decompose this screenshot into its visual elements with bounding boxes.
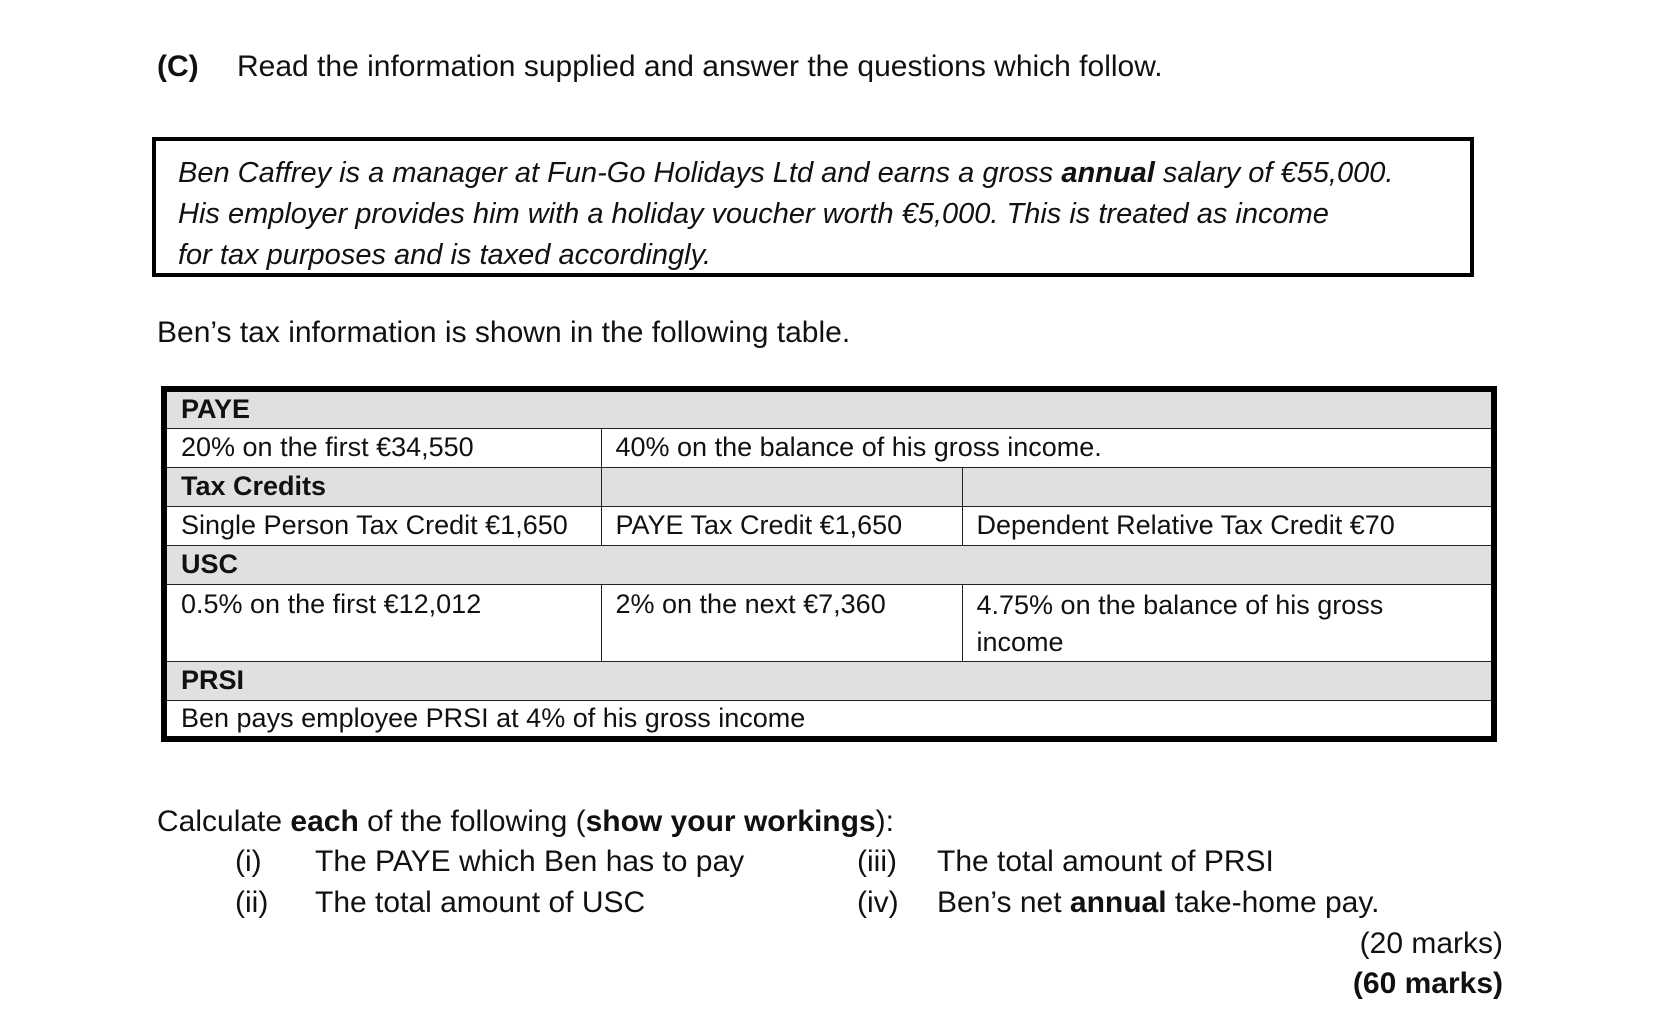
part-marks: (20 marks) [1359, 927, 1503, 960]
scenario-emphasis-annual: annual [1061, 157, 1155, 189]
item-text-iv-emphasis: annual [1069, 886, 1167, 919]
question-item-iv [857, 886, 1379, 920]
instructions-end: ): [875, 805, 894, 838]
table-row-paye-rates [164, 428, 1494, 467]
table-row-usc-rates [164, 584, 1494, 661]
question-label: (C) [157, 50, 199, 83]
instructions-emphasis-each: each [290, 805, 359, 838]
scenario-line-1 [178, 153, 1448, 194]
table-row-paye-header [164, 389, 1494, 428]
item-number-iii: (iii) [857, 845, 897, 878]
paye-header: PAYE [164, 389, 1494, 428]
prsi-header: PRSI [164, 661, 1494, 700]
paye-rate-higher: 40% on the balance of his gross income. [601, 428, 1494, 467]
instructions-middle: of the following ( [358, 805, 586, 838]
question-item-ii [235, 886, 645, 920]
tax-credits-header-blank-1 [601, 467, 962, 506]
tax-credits-header: Tax Credits [164, 467, 601, 506]
item-number-ii: (ii) [235, 886, 269, 919]
scenario-line-2: His employer provides him with a holiday voucher worth €5,000. This is treated as income [178, 198, 1329, 230]
total-marks: (60 marks) [1352, 967, 1503, 1000]
scenario-line-1-start: Ben Caffrey is a manager at Fun-Go Holidays Ltd and earns a gross [178, 157, 1062, 189]
item-number-iv: (iv) [857, 886, 899, 919]
usc-rate-2: 2% on the next €7,360 [601, 584, 962, 661]
scenario-line-3: for tax purposes and is taxed accordingly. [178, 239, 712, 271]
paye-credit: PAYE Tax Credit €1,650 [601, 506, 962, 545]
dependent-relative-credit: Dependent Relative Tax Credit €70 [962, 506, 1494, 545]
item-number-i: (i) [235, 845, 262, 878]
table-row-prsi-header [164, 661, 1494, 700]
paye-rate-standard: 20% on the first €34,550 [164, 428, 601, 467]
single-person-credit: Single Person Tax Credit €1,650 [164, 506, 601, 545]
instructions-start: Calculate [157, 805, 291, 838]
item-text-ii: The total amount of USC [315, 886, 646, 919]
question-item-iii [857, 845, 1274, 879]
usc-rate-3: 4.75% on the balance of his gross income [962, 584, 1494, 661]
table-row-credits [164, 506, 1494, 545]
question-heading-text: Read the information supplied and answer the questions which follow. [237, 50, 1163, 83]
table-row-credits-header [164, 467, 1494, 506]
table-row-prsi [164, 700, 1494, 739]
prsi-rate: Ben pays employee PRSI at 4% of his gross income [164, 700, 1494, 739]
instructions [157, 805, 894, 839]
table-row-usc-header [164, 545, 1494, 584]
usc-rate-1: 0.5% on the first €12,012 [164, 584, 601, 661]
table-intro: Ben’s tax information is shown in the following table. [157, 316, 851, 349]
tax-credits-header-blank-2 [962, 467, 1494, 506]
question-item-i [235, 845, 744, 879]
item-text-iv-start: Ben’s net [937, 886, 1070, 919]
tax-information-table [161, 386, 1497, 742]
scenario-line-1-end: salary of €55,000. [1154, 157, 1394, 189]
item-text-iv-end: take-home pay. [1166, 886, 1380, 919]
instructions-emphasis-workings: show your workings [585, 805, 876, 838]
question-heading [157, 50, 1163, 84]
item-text-iii: The total amount of PRSI [937, 845, 1274, 878]
scenario-box [152, 137, 1474, 277]
usc-header: USC [164, 545, 1494, 584]
item-text-i: The PAYE which Ben has to pay [315, 845, 745, 878]
